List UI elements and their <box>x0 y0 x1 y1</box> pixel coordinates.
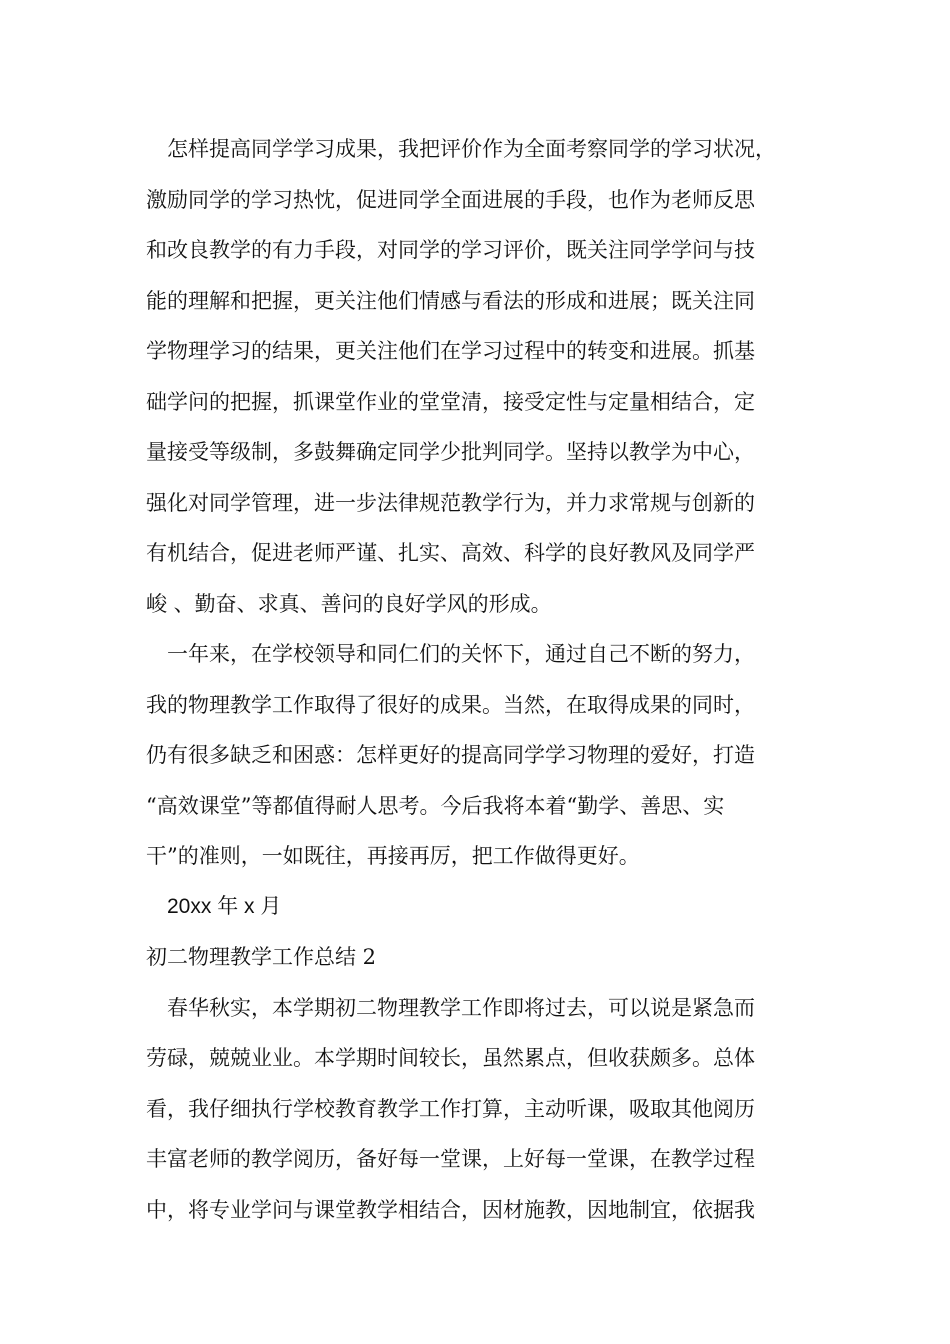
paragraph-line: 一年来，在学校领导和同仁们的关怀下，通过自己不断的努力， <box>146 642 755 666</box>
document-body <box>146 124 814 1235</box>
paragraph-line: 强化对同学管理，进一步法律规范教学行为，并力求常规与创新的 <box>146 490 755 515</box>
paragraph-line: 丰富老师的教学阅历，备好每一堂课，上好每一堂课，在教学过程 <box>146 1147 755 1171</box>
paragraph-line: 有机结合，促进老师严谨、扎实、高效、科学的良好教风及同学严 <box>146 541 755 565</box>
paragraph-line: 激励同学的学习热忱，促进同学全面进展的手段，也作为老师反思 <box>146 187 755 212</box>
paragraph-line: 学物理学习的结果，更关注他们在学习过程中的转变和进展。抓基 <box>146 339 755 363</box>
paragraph-line: 怎样提高同学学习成果，我把评价作为全面考察同学的学习状况， <box>146 137 776 161</box>
paragraph-line: 量接受等级制，多鼓舞确定同学少批判同学。坚持以教学为中心， <box>146 440 755 464</box>
paragraph-line: 础学问的把握，抓课堂作业的堂堂清，接受定性与定量相结合，定 <box>146 389 755 414</box>
document-date: 20xx 年 x 月 <box>146 894 282 918</box>
paragraph-line: 劳碌，兢兢业业。本学期时间较长，虽然累点，但收获颇多。总体 <box>146 1046 755 1070</box>
paragraph-line: 看，我仔细执行学校教育教学工作打算，主动听课，吸取其他阅历 <box>146 1096 755 1121</box>
paragraph-line: 春华秋实，本学期初二物理教学工作即将过去，可以说是紧急而 <box>146 995 755 1020</box>
paragraph-line: 干”的准则，一如既往，再接再厉，把工作做得更好。 <box>146 844 640 868</box>
section-title: 初二物理教学工作总结 2 <box>146 945 377 969</box>
paragraph-line: 峻 、勤奋、求真、善问的良好学风的形成。 <box>146 591 552 616</box>
paragraph-line: 中，将专业学问与课堂教学相结合，因材施教，因地制宜，依据我 <box>146 1197 755 1222</box>
paragraph-line: 仍有很多缺乏和困惑：怎样更好的提高同学学习物理的爱好，打造 <box>146 743 755 767</box>
paragraph-line: “高效课堂”等都值得耐人思考。今后我将本着“勤学、善思、实 <box>146 793 725 818</box>
paragraph-line: 和改良教学的有力手段，对同学的学习评价，既关注同学学问与技 <box>146 238 755 262</box>
paragraph-line: 能的理解和把握，更关注他们情感与看法的形成和进展；既关注同 <box>146 288 755 313</box>
paragraph-line: 我的物理教学工作取得了很好的成果。当然，在取得成果的同时， <box>146 692 755 717</box>
